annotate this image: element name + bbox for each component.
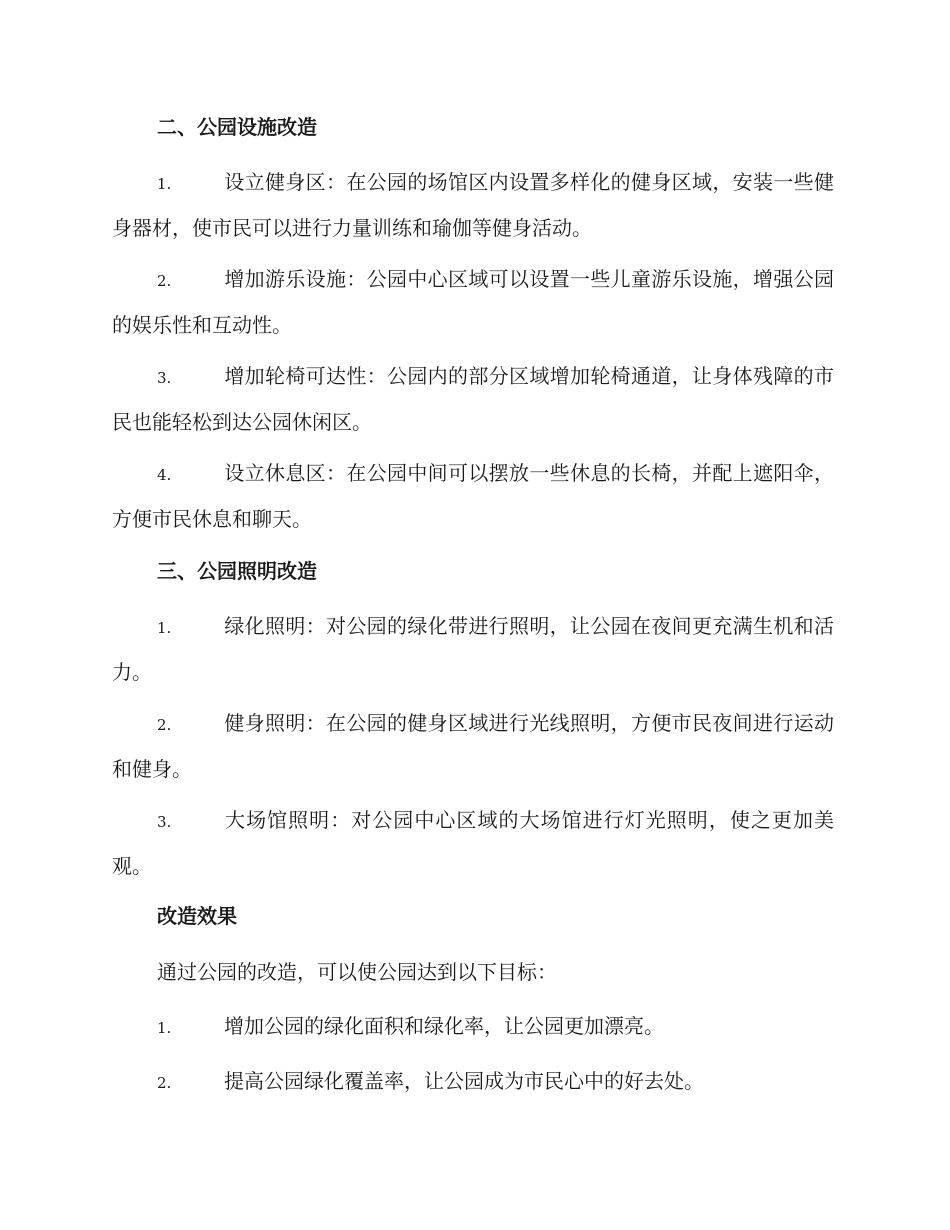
list-item bbox=[112, 257, 834, 347]
list-item bbox=[112, 1004, 834, 1050]
list-item-text: 增加游乐设施：公园中心区域可以设置一些儿童游乐设施，增强公园的娱乐性和互动性。 bbox=[112, 267, 834, 337]
list-item-text: 绿化照明：对公园的绿化带进行照明，让公园在夜间更充满生机和活力。 bbox=[112, 614, 834, 684]
list-item-text: 健身照明：在公园的健身区域进行光线照明，方便市民夜间进行运动和健身。 bbox=[112, 711, 834, 781]
section-heading: 二、公园设施改造 bbox=[157, 115, 317, 139]
list-item bbox=[112, 701, 834, 791]
list-item-text: 增加公园的绿化面积和绿化率，让公园更加漂亮。 bbox=[224, 1014, 664, 1038]
list-item-number: 2. bbox=[157, 716, 172, 734]
list-item bbox=[112, 798, 834, 888]
list-item bbox=[112, 1059, 834, 1105]
list-item-number: 4. bbox=[157, 466, 172, 484]
list-item bbox=[112, 354, 834, 444]
section-heading: 三、公园照明改造 bbox=[157, 559, 317, 583]
section-heading: 改造效果 bbox=[157, 904, 237, 928]
list-item-number: 1. bbox=[157, 1019, 172, 1037]
list-item bbox=[112, 604, 834, 694]
list-item-number: 3. bbox=[157, 369, 172, 387]
list-item-number: 1. bbox=[157, 175, 172, 193]
list-item-text: 设立休息区：在公园中间可以摆放一些休息的长椅，并配上遮阳伞，方便市民休息和聊天。 bbox=[112, 461, 834, 531]
list-item-number: 2. bbox=[157, 272, 172, 290]
list-item bbox=[112, 160, 834, 250]
list-item-text: 增加轮椅可达性：公园内的部分区域增加轮椅通道，让身体残障的市民也能轻松到达公园休闲区。 bbox=[112, 364, 834, 434]
list-item bbox=[112, 451, 834, 541]
list-item-number: 1. bbox=[157, 619, 172, 637]
list-item-text: 设立健身区：在公园的场馆区内设置多样化的健身区域，安装一些健身器材，使市民可以进行力量训练和瑜伽等健身活动。 bbox=[112, 170, 834, 240]
list-item-text: 大场馆照明：对公园中心区域的大场馆进行灯光照明，使之更加美观。 bbox=[112, 808, 834, 878]
list-item-text: 提高公园绿化覆盖率，让公园成为市民心中的好去处。 bbox=[224, 1069, 704, 1093]
intro-paragraph: 通过公园的改造，可以使公园达到以下目标： bbox=[157, 960, 557, 984]
list-item-number: 2. bbox=[157, 1074, 172, 1092]
list-item-number: 3. bbox=[157, 813, 172, 831]
